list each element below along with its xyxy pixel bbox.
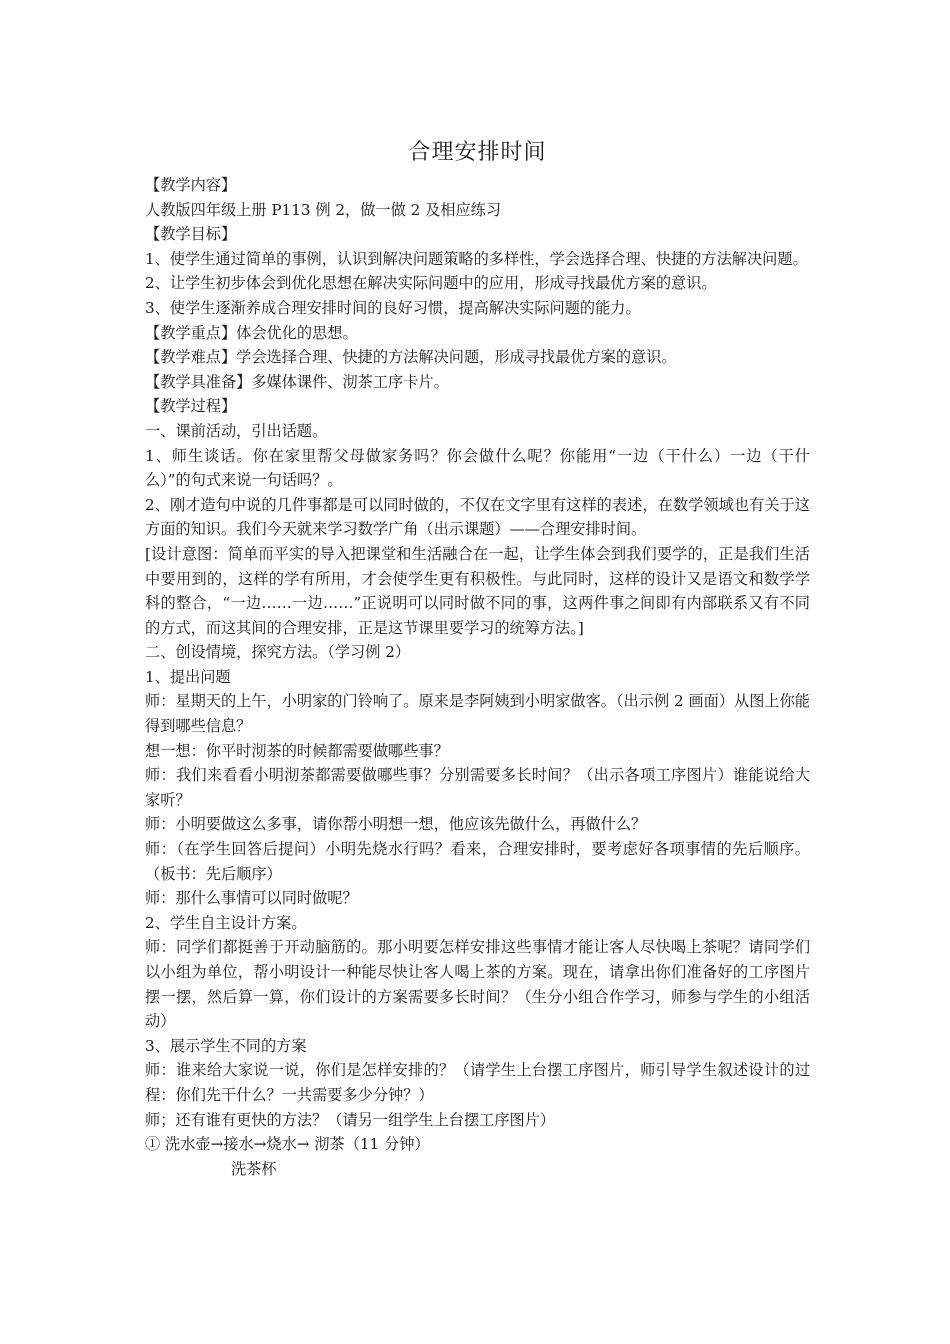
heading-process: 【教学过程】 [145, 397, 237, 416]
paragraph: 师；还有谁有更快的方法？（请另一组学生上台摆工序图片） [145, 1110, 556, 1129]
materials: 【教学具准备】多媒体课件、沏茶工序卡片。 [145, 372, 449, 391]
goal-3: 3、使学生逐渐养成合理安排时间的良好习惯，提高解决实际问题的能力。 [145, 298, 641, 317]
page-title: 合理安排时间 [408, 140, 547, 165]
paragraph: 师：谁来给大家说一说，你们是怎样安排的？（请学生上台摆工序图片，师引导学生叙述设计的过程：你们先干什么？一共需要多少分钟？） [145, 1061, 810, 1104]
process-flow: ① 洗水壶→接水→烧水→ 沏茶（11 分钟） [145, 1135, 430, 1154]
paragraph: 师：小明要做这么多事，请你帮小明想一想，他应该先做什么，再做什么？ [145, 815, 647, 834]
goal-1: 1、使学生通过简单的事例，认识到解决问题策略的多样性，学会选择合理、快捷的方法解决问题。 [145, 249, 808, 268]
heading-goals: 【教学目标】 [145, 225, 237, 244]
heading-content: 【教学内容】 [145, 176, 237, 194]
content-text: 人教版四年级上册 P113 例 2，做一做 2 及相应练习 [145, 200, 502, 219]
paragraph: 师：同学们都挺善于开动脑筋的。那小明要怎样安排这些事情才能让客人尽快喝上茶呢？请同学们以小组为单位，帮小明设计一种能尽快让客人喝上茶的方案。现在，请拿出你们准备好的工序图片摆一摆，然后算一算，你们设计的方案需要多长时间？（生分小组合作学习，师参与学生的小组活动） [145, 938, 810, 1031]
subheading: 2、学生自主设计方案。 [145, 913, 307, 932]
paragraph: 师：我们来看看小明沏茶都需要做哪些事？分别需要多长时间？（出示各项工序图片）谁能说给大家听？ [145, 766, 810, 809]
subheading: 1、提出问题 [145, 667, 231, 686]
design-intent: [设计意图：简单而平实的导入把课堂和生活融合在一起，让学生体会到我们要学的，正是我们生活中要用到的，这样的学有所用，才会使学生更有积极性。与此同时，这样的设计又是语文和数学学科的整合，“一边……一边……”正说明可以同时做不同的事，这两件事之间即有内部联系又有不同的方式，而这其间的合理安排，正是这节课里要学习的统筹方法。] [145, 544, 810, 637]
key-point: 【教学重点】体会优化的思想。 [145, 323, 358, 342]
paragraph: 1、师生谈话。你在家里帮父母做家务吗？你会做什么呢？你能用“一边（干什么）一边（干什么）”的句式来说一句话吗？。 [145, 446, 810, 490]
section-2-heading: 二、创设情境，探究方法。（学习例 2） [145, 643, 411, 662]
process-flow-branch: 洗茶杯 [231, 1159, 277, 1178]
paragraph: 想一想：你平时沏茶的时候都需要做哪些事？ [145, 741, 449, 760]
difficulty: 【教学难点】学会选择合理、快捷的方法解决问题，形成寻找最优方案的意识。 [145, 348, 677, 367]
paragraph: 2、刚才造句中说的几件事都是可以同时做的，不仅在文字里有这样的表述，在数学领域也有关于这方面的知识。我们今天就来学习数学广角（出示课题）——合理安排时间。 [145, 495, 810, 539]
subheading: 3、展示学生不同的方案 [145, 1036, 307, 1055]
paragraph: 师：（在学生回答后提问）小明先烧水行吗？看来，合理安排时，要考虑好各项事情的先后顺序。（板书：先后顺序） [145, 840, 810, 883]
document-body [145, 173, 810, 1181]
paragraph: 师：星期天的上午，小明家的门铃响了。原来是李阿姨到小明家做客。（出示例 2 画面）从图上你能得到哪些信息？ [145, 692, 810, 736]
goal-2: 2、让学生初步体会到优化思想在解决实际问题中的应用，形成寻找最优方案的意识。 [145, 274, 717, 293]
section-1-heading: 一、课前活动，引出话题。 [145, 421, 328, 440]
paragraph: 师：那什么事情可以同时做呢？ [145, 889, 358, 908]
